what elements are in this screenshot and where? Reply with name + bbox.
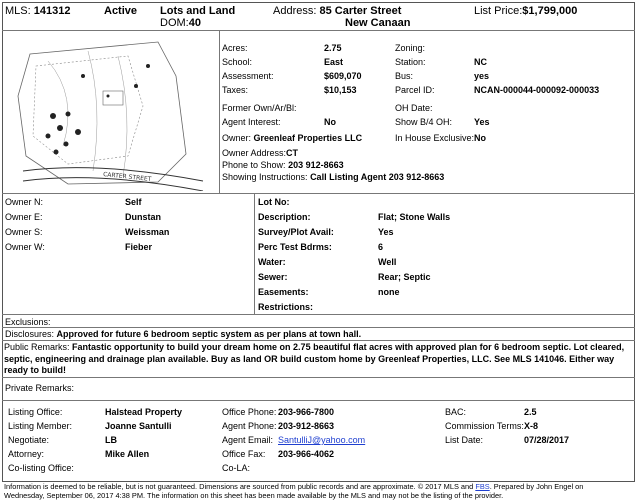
owner-n-label: Owner N: <box>5 197 44 207</box>
agent-interest-value: No <box>324 117 336 127</box>
listing-member-value: Joanne Santulli <box>105 421 172 431</box>
survey-value: Yes <box>378 227 394 237</box>
agent-email-label: Agent Email: <box>222 435 274 445</box>
bac-label: BAC: <box>445 407 467 417</box>
survey-label: Survey/Plot Avail: <box>258 227 334 237</box>
office-phone-label: Office Phone: <box>222 407 277 417</box>
owner-row: Owner: Greenleaf Properties LLC <box>222 133 363 143</box>
days-on-market: DOM:40 <box>160 17 201 29</box>
sewer-label: Sewer: <box>258 272 288 282</box>
description-label: Description: <box>258 212 311 222</box>
public-remarks: Public Remarks: Fantastic opportunity to build your dream home on 2.75 beautiful flat acres with approved plan for 6 bedroom septic. Lot cleared, septic, engineering and drainage plan available. Buy as land OR build custom home by Greenleaf Properties, LLC. See MLS 141046. Either way ready to build! <box>4 342 625 375</box>
agent-interest-label: Agent Interest: <box>222 117 281 127</box>
attorney-value: Mike Allen <box>105 449 150 459</box>
list-date-value: 07/28/2017 <box>524 435 570 445</box>
easements-label: Easements: <box>258 287 309 297</box>
school-label: School: <box>222 57 253 67</box>
lot-no-label: Lot No: <box>258 197 290 207</box>
phone-to-show: Phone to Show: 203 912-8663 <box>222 160 344 170</box>
listing-member-label: Listing Member: <box>8 421 73 431</box>
owner-w-value: Fieber <box>125 242 153 252</box>
agent-phone-label: Agent Phone: <box>222 421 277 431</box>
bus-label: Bus: <box>395 71 414 81</box>
owner-s-label: Owner S: <box>5 227 43 237</box>
owner-w-label: Owner W: <box>5 242 45 252</box>
assessment-value: $609,070 <box>324 71 362 81</box>
water-label: Water: <box>258 257 286 267</box>
zoning-label: Zoning: <box>395 43 426 53</box>
office-fax-value: 203-966-4062 <box>278 449 335 459</box>
office-phone-value: 203-966-7800 <box>278 407 335 417</box>
negotiate-label: Negotiate: <box>8 435 50 445</box>
in-house-label: In House Exclusive: <box>395 133 475 143</box>
property-type: Lots and Land <box>160 5 236 17</box>
easements-value: none <box>378 287 400 297</box>
bac-value: 2.5 <box>524 407 537 417</box>
office-fax-label: Office Fax: <box>222 449 266 459</box>
owner-e-value: Dunstan <box>125 212 161 222</box>
co-listing-office-label: Co-listing Office: <box>8 463 74 473</box>
assessment-label: Assessment: <box>222 71 274 81</box>
listing-office-value: Halstead Property <box>105 407 183 417</box>
owner-address: Owner Address:CT <box>222 148 299 158</box>
list-date-label: List Date: <box>445 435 484 445</box>
description-value: Flat; Stone Walls <box>378 212 451 222</box>
station-value: NC <box>474 57 487 67</box>
restrictions-label: Restrictions: <box>258 302 314 312</box>
owner-s-value: Weissman <box>125 227 170 237</box>
sewer-value: Rear; Septic <box>378 272 431 282</box>
listing-office-label: Listing Office: <box>8 407 63 417</box>
agent-phone-value: 203-912-8663 <box>278 421 335 431</box>
school-value: East <box>324 57 344 67</box>
water-value: Well <box>378 257 397 267</box>
perc-test-label: Perc Test Bdrms: <box>258 242 332 252</box>
map-street-label: CARTER STREET <box>102 171 152 184</box>
taxes-value: $10,153 <box>324 85 357 95</box>
address-town: New Canaan <box>345 17 411 29</box>
station-label: Station: <box>395 57 426 67</box>
perc-test-value: 6 <box>378 242 384 252</box>
former-owner-label: Former Own/Ar/Bl: <box>222 103 297 113</box>
plot-map-drawing <box>8 36 208 191</box>
acres-label: Acres: <box>222 43 248 53</box>
parcel-label: Parcel ID: <box>395 85 435 95</box>
owner-e-label: Owner E: <box>5 212 43 222</box>
oh-date-label: OH Date: <box>395 103 433 113</box>
parcel-value: NCAN-000044-000092-000033 <box>474 85 600 95</box>
owner-n-value: Self <box>125 197 142 207</box>
bus-value: yes <box>474 71 490 81</box>
address: Address: 85 Carter Street <box>273 5 402 17</box>
agent-email-link[interactable]: SantulliJ@yahoo.com <box>278 435 366 445</box>
private-remarks-label: Private Remarks: <box>5 383 75 393</box>
taxes-label: Taxes: <box>222 85 249 95</box>
mls-number: MLS: 141312 <box>5 5 71 17</box>
show-oh-label: Show B/4 OH: <box>395 117 453 127</box>
commission-label: Commission Terms: <box>445 421 524 431</box>
fbs-link[interactable]: FBS <box>475 482 490 491</box>
co-la-label: Co-LA: <box>222 463 251 473</box>
in-house-value: No <box>474 133 486 143</box>
disclosures: Disclosures: Approved for future 6 bedroom septic system as per plans at town hall. <box>5 329 362 339</box>
footer-disclaimer: Information is deemed to be reliable, but is not guaranteed. Dimensions are sourced from public records and are approximate. © 2017 MLS and FBS. Prepared by John Engel on Wednesday, September 06, 2017 4:38 PM. The information on this sheet has been made available by the MLS and may not be the listing of the provider. <box>4 482 584 500</box>
status-badge: Active <box>104 5 138 17</box>
commission-value: X-8 <box>524 421 539 431</box>
list-price: List Price:$1,799,000 <box>474 5 578 17</box>
showing-instructions: Showing Instructions: Call Listing Agent 203 912-8663 <box>222 172 445 182</box>
acres-value: 2.75 <box>324 43 342 53</box>
negotiate-value: LB <box>105 435 117 445</box>
show-oh-value: Yes <box>474 117 490 127</box>
attorney-label: Attorney: <box>8 449 45 459</box>
plot-map-image <box>8 36 208 191</box>
exclusions-label: Exclusions: <box>5 317 51 327</box>
